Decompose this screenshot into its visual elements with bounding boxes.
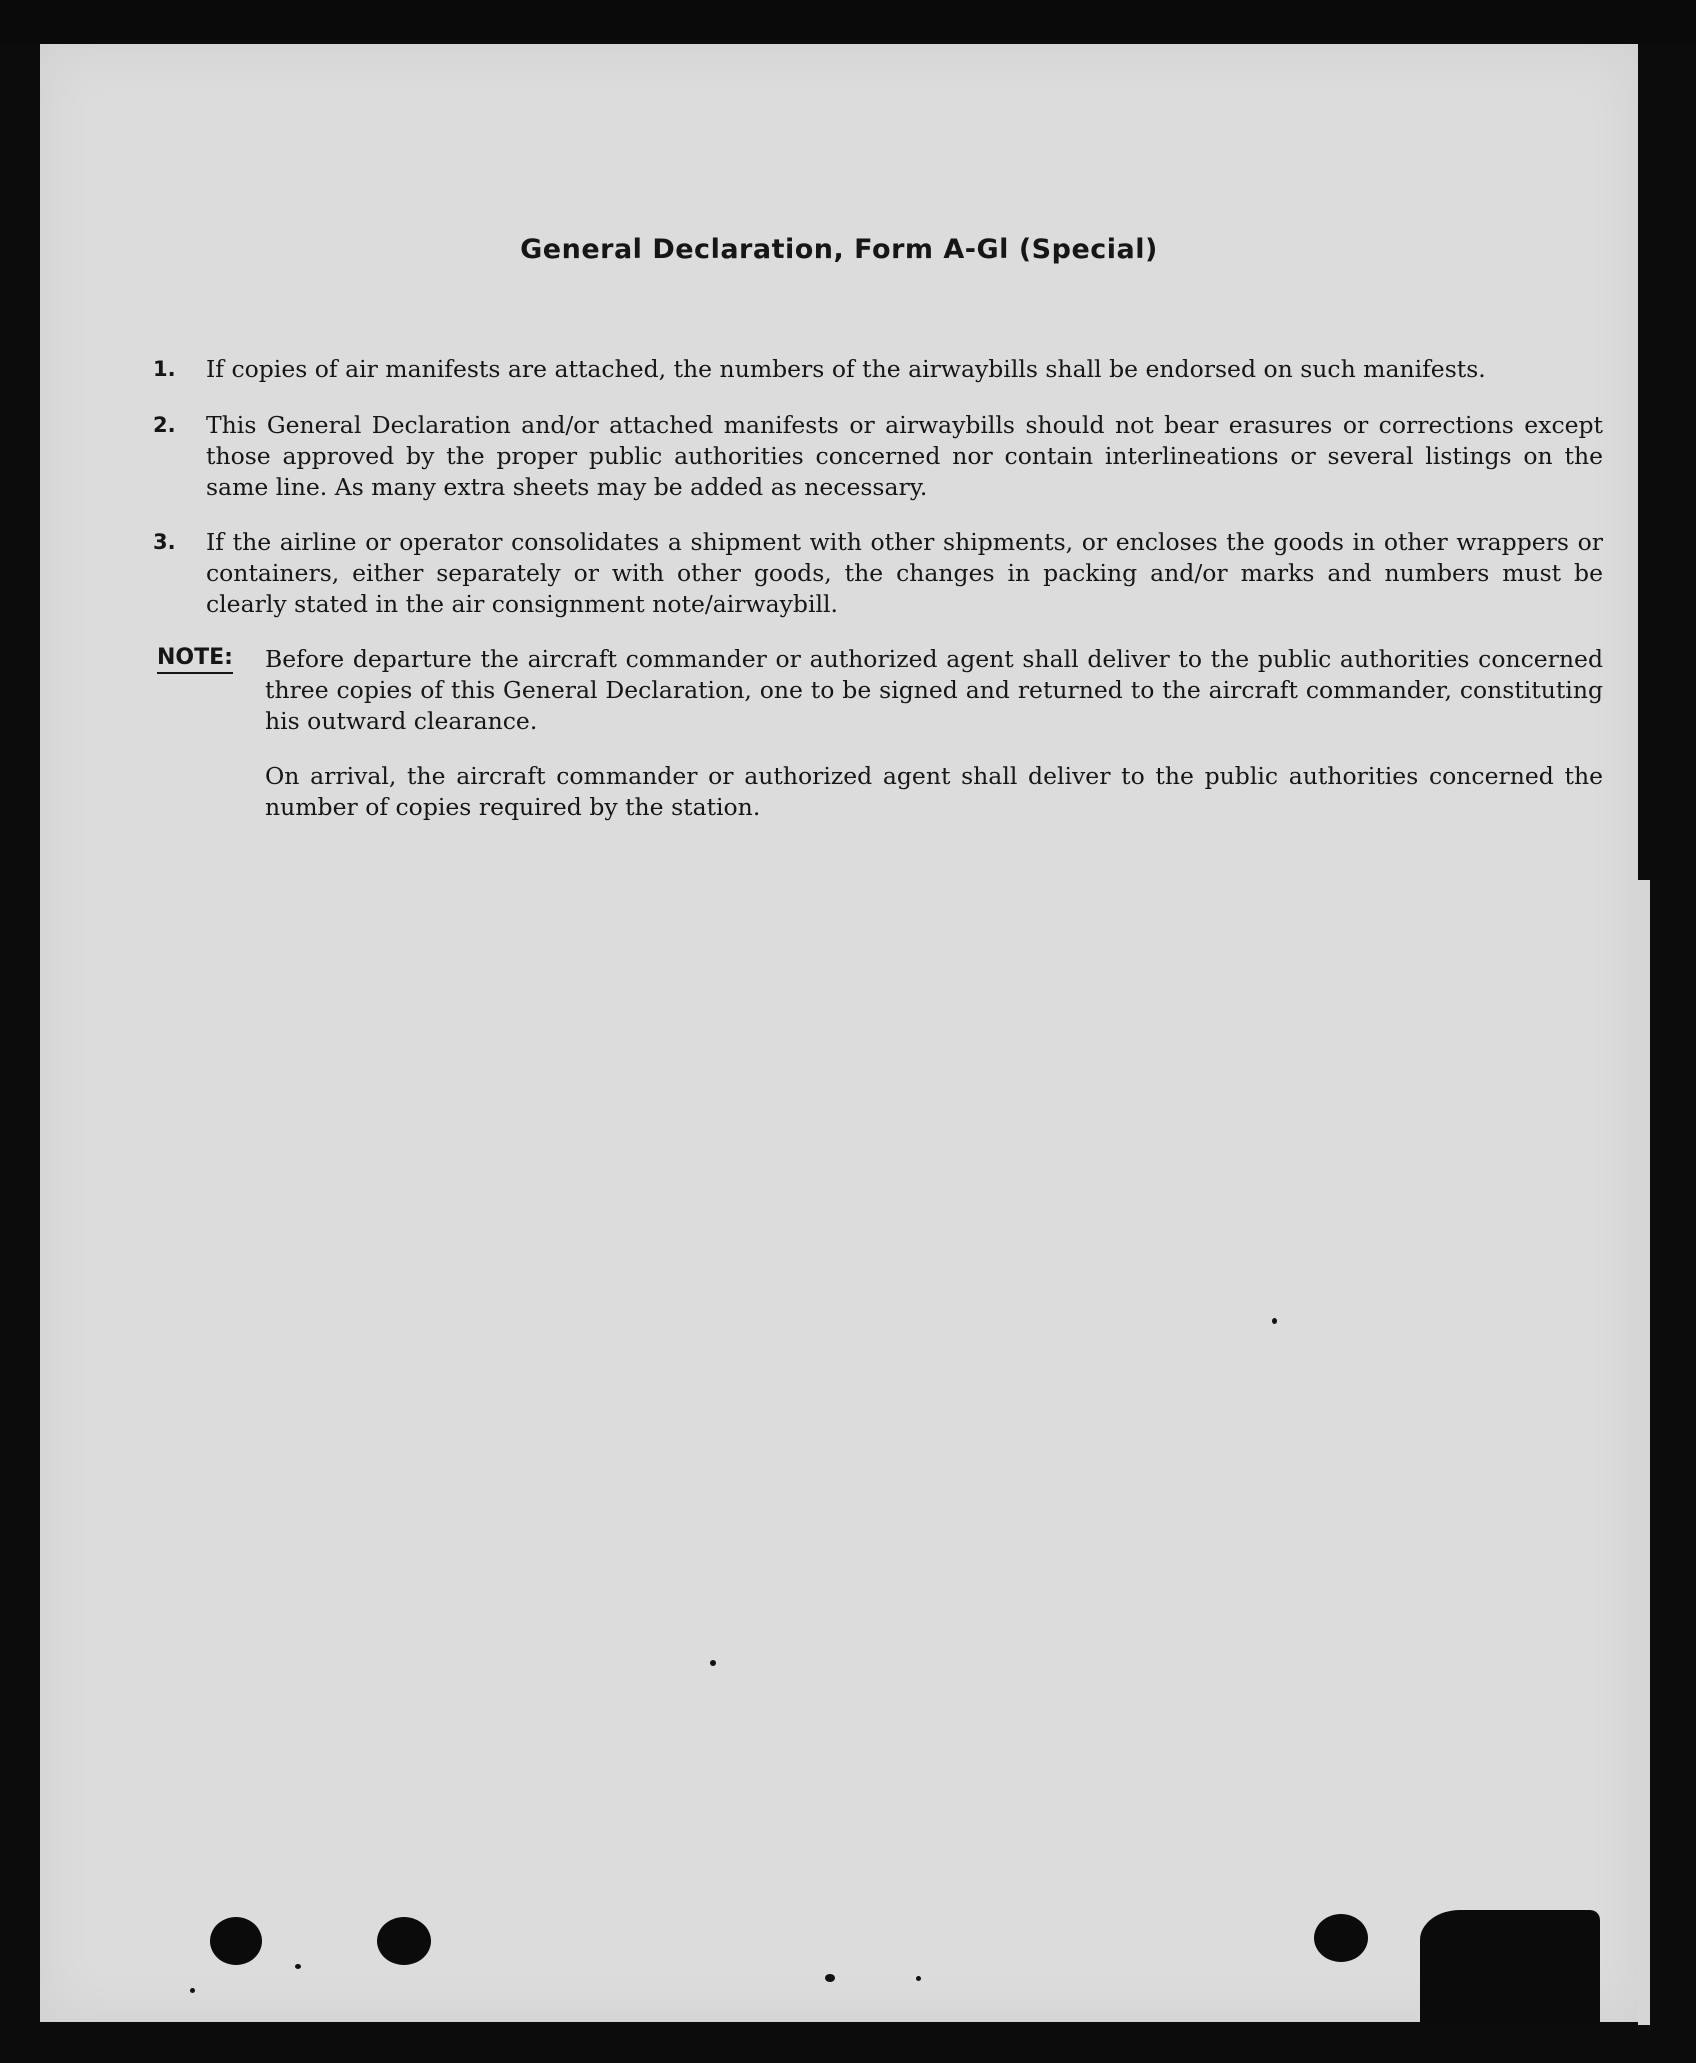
list-item-number: 1. (153, 357, 176, 381)
list-item-1 (153, 354, 1603, 385)
list-item-number: 3. (153, 530, 176, 554)
punch-hole-mark (377, 1917, 431, 1965)
note-section (157, 644, 1603, 823)
document-page (40, 44, 1638, 2022)
document-title: General Declaration, Form A-Gl (Special) (520, 234, 1158, 265)
page-edge (1638, 880, 1650, 2025)
torn-corner (1420, 1910, 1600, 2025)
document-content (40, 44, 1638, 2022)
list-item-3 (153, 527, 1603, 620)
punch-hole-mark (210, 1917, 262, 1965)
punch-hole-mark (1314, 1914, 1368, 1962)
list-item-text: If copies of air manifests are attached, the numbers of the airwaybills shall be endorsed on such manifests. (206, 355, 1486, 383)
speck-mark (295, 1964, 301, 1969)
speck-mark (1272, 1318, 1277, 1324)
speck-mark (710, 1660, 716, 1666)
speck-mark (825, 1974, 835, 1982)
list-item-text: If the airline or operator consolidates a shipment with other shipments, or encloses the goods in other wrappers or containers, either separately or with other goods, the changes in packing and/or marks and numbers must be clearly stated in the air consignment note/airwaybill. (206, 528, 1603, 618)
note-text-arrival: On arrival, the aircraft commander or authorized agent shall deliver to the public authorities concerned the number of copies required by the station. (265, 762, 1603, 821)
speck-mark (916, 1976, 921, 1981)
list-item-number: 2. (153, 413, 176, 437)
scan-border (0, 0, 1696, 44)
list-item-2 (153, 410, 1603, 503)
note-text: Before departure the aircraft commander or authorized agent shall deliver to the public authorities concerned three copies of this General Declaration, one to be signed and returned to the aircraft commander, constituting his outward clearance. (265, 645, 1603, 735)
list-item-text: This General Declaration and/or attached manifests or airwaybills should not bear erasures or corrections except those approved by the proper public authorities concerned nor contain interlineations or several listings on the same line. As many extra sheets may be added as necessary. (206, 411, 1603, 501)
note-label: NOTE: (157, 644, 233, 674)
speck-mark (190, 1988, 195, 1993)
